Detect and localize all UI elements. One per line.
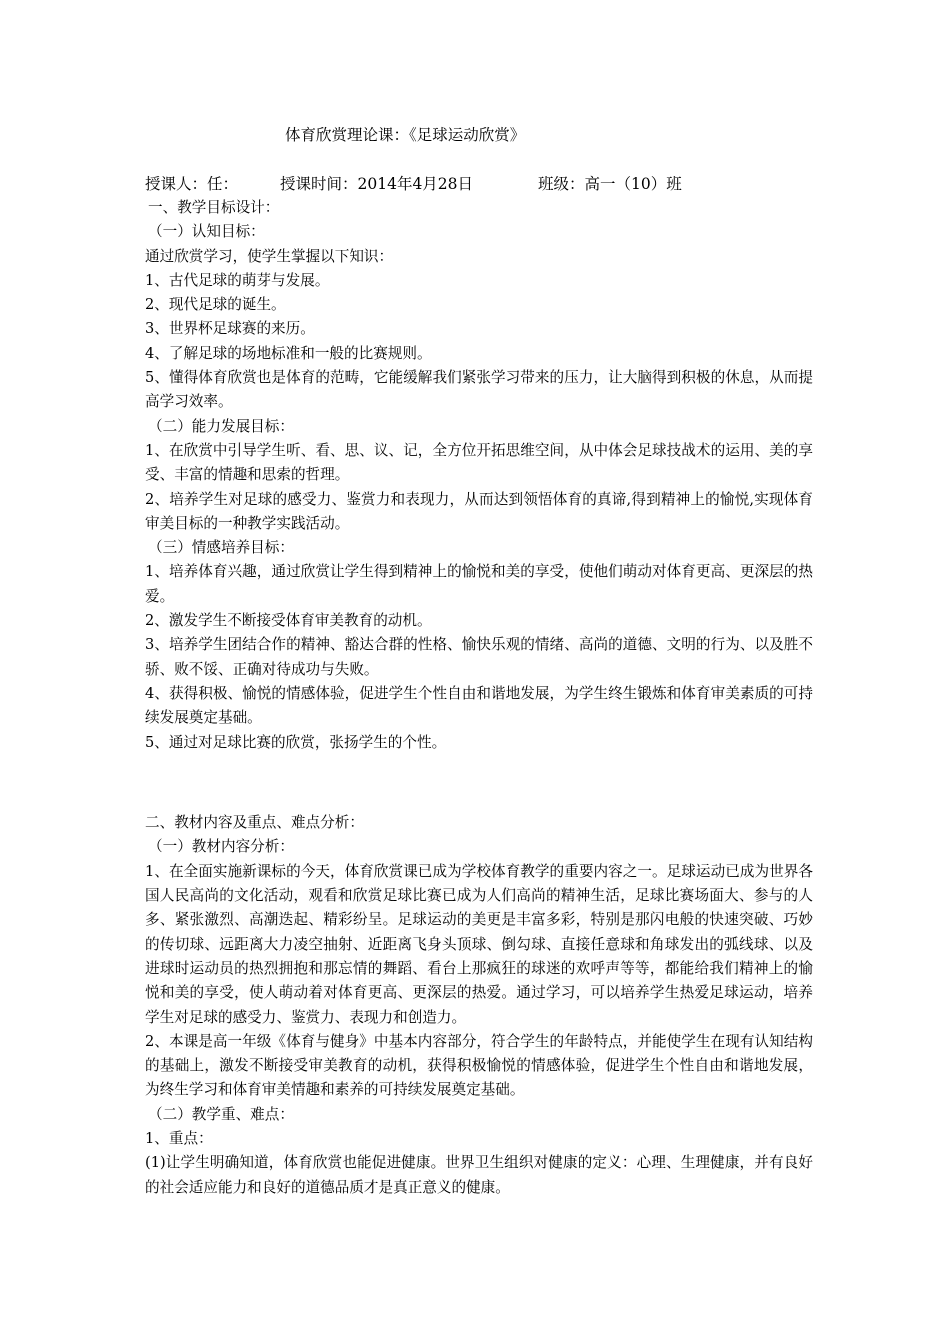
paragraph: 3、世界杯足球赛的来历。 bbox=[145, 320, 315, 338]
paragraph: 3、培养学生团结合作的精神、豁达合群的性格、愉快乐观的情绪、高尚的道德、文明的行为、以及胜不骄、败不馁、正确对待成功与失败。 bbox=[145, 636, 813, 678]
paragraph: 1、古代足球的萌芽与发展。 bbox=[145, 271, 330, 289]
paragraph: （二）能力发展目标： bbox=[148, 417, 294, 435]
teacher-label: 授课人：任： bbox=[145, 175, 239, 193]
paragraph: 4、获得积极、愉悦的情感体验，促进学生个性自由和谐地发展，为学生终生锻炼和体育审美素质的可持续发展奠定基础。 bbox=[145, 684, 813, 727]
paragraph: （三）情感培养目标： bbox=[148, 539, 294, 557]
paragraph: 1、培养体育兴趣，通过欣赏让学生得到精神上的愉悦和美的享受，使他们萌动对体育更高、更深层的热爱。 bbox=[145, 563, 813, 605]
paragraph: 1、重点： bbox=[145, 1129, 213, 1147]
paragraph: (1)让学生明确知道，体育欣赏也能促进健康。世界卫生组织对健康的定义：心理、生理健康，并有良好的社会适应能力和良好的道德品质才是真正意义的健康。 bbox=[145, 1154, 813, 1196]
document-title: 体育欣赏理论课：《足球运动欣赏》 bbox=[285, 126, 526, 144]
paragraph: （一）认知目标： bbox=[148, 223, 265, 241]
lesson-meta bbox=[145, 172, 813, 196]
paragraph: 二、教材内容及重点、难点分析： bbox=[145, 814, 364, 832]
paragraph: 5、懂得体育欣赏也是体育的范畴，它能缓解我们紧张学习带来的压力，让大脑得到积极的休息，从而提高学习效率。 bbox=[145, 369, 813, 411]
document-page bbox=[145, 120, 813, 1200]
paragraph: 2、激发学生不断接受体育审美教育的动机。 bbox=[145, 612, 432, 630]
paragraph: 4、了解足球的场地标准和一般的比赛规则。 bbox=[145, 344, 432, 362]
paragraph: （一）教材内容分析： bbox=[148, 838, 294, 856]
paragraph: 1、在欣赏中引导学生听、看、思、议、记，全方位开拓思维空间，从中体会足球技战术的运用、美的享受、丰富的情趣和思索的哲理。 bbox=[145, 441, 813, 484]
class-label: 班级：高一（10）班 bbox=[538, 175, 682, 193]
paragraph: 通过欣赏学习，使学生掌握以下知识： bbox=[145, 247, 394, 265]
paragraph: 2、现代足球的诞生。 bbox=[145, 296, 286, 314]
paragraph: 1、在全面实施新课标的今天，体育欣赏课已成为学校体育教学的重要内容之一。足球运动已成为世界各国人民高尚的文化活动，观看和欣赏足球比赛已成为人们高尚的精神生活，足球比赛场面大、参与的人多、紧张激烈、高潮迭起、精彩纷呈。足球运动的美更是丰富多彩，特别是那闪电般的快速突破、巧妙的传切球、远距离大力凌空抽射、近距离飞身头顶球、倒勾球、直接任意球和角球发出的弧线球、以及进球时运动员的热烈拥抱和那忘情的舞蹈、看台上那疯狂的球迷的欢呼声等等，都能给我们精神上的愉悦和美的享受，使人萌动着对体育更高、更深层的热爱。通过学习，可以培养学生热爱足球运动，培养学生对足球的感受力、鉴赏力、表现力和创造力。 bbox=[145, 862, 813, 1026]
paragraph: 5、通过对足球比赛的欣赏，张扬学生的个性。 bbox=[145, 733, 447, 751]
paragraph: 一、教学目标设计： bbox=[148, 199, 280, 216]
blank-line bbox=[145, 771, 813, 795]
paragraph: 2、本课是高一年级《体育与健身》中基本内容部分，符合学生的年龄特点，并能使学生在现有认知结构的基础上，激发不断接受审美教育的动机，获得积极愉悦的情感体验，促进学生个性自由和谐地发展，为终生学习和体育审美情趣和素养的可持续发展奠定基础。 bbox=[145, 1032, 813, 1099]
document-body bbox=[145, 196, 813, 1200]
paragraph: （二）教学重、难点： bbox=[148, 1105, 294, 1123]
paragraph: 2、培养学生对足球的感受力、鉴赏力和表现力，从而达到领悟体育的真谛,得到精神上的愉悦,实现体育审美目标的一种教学实践活动。 bbox=[145, 490, 813, 532]
lesson-time: 授课时间：2014年4月28日 bbox=[280, 175, 474, 193]
